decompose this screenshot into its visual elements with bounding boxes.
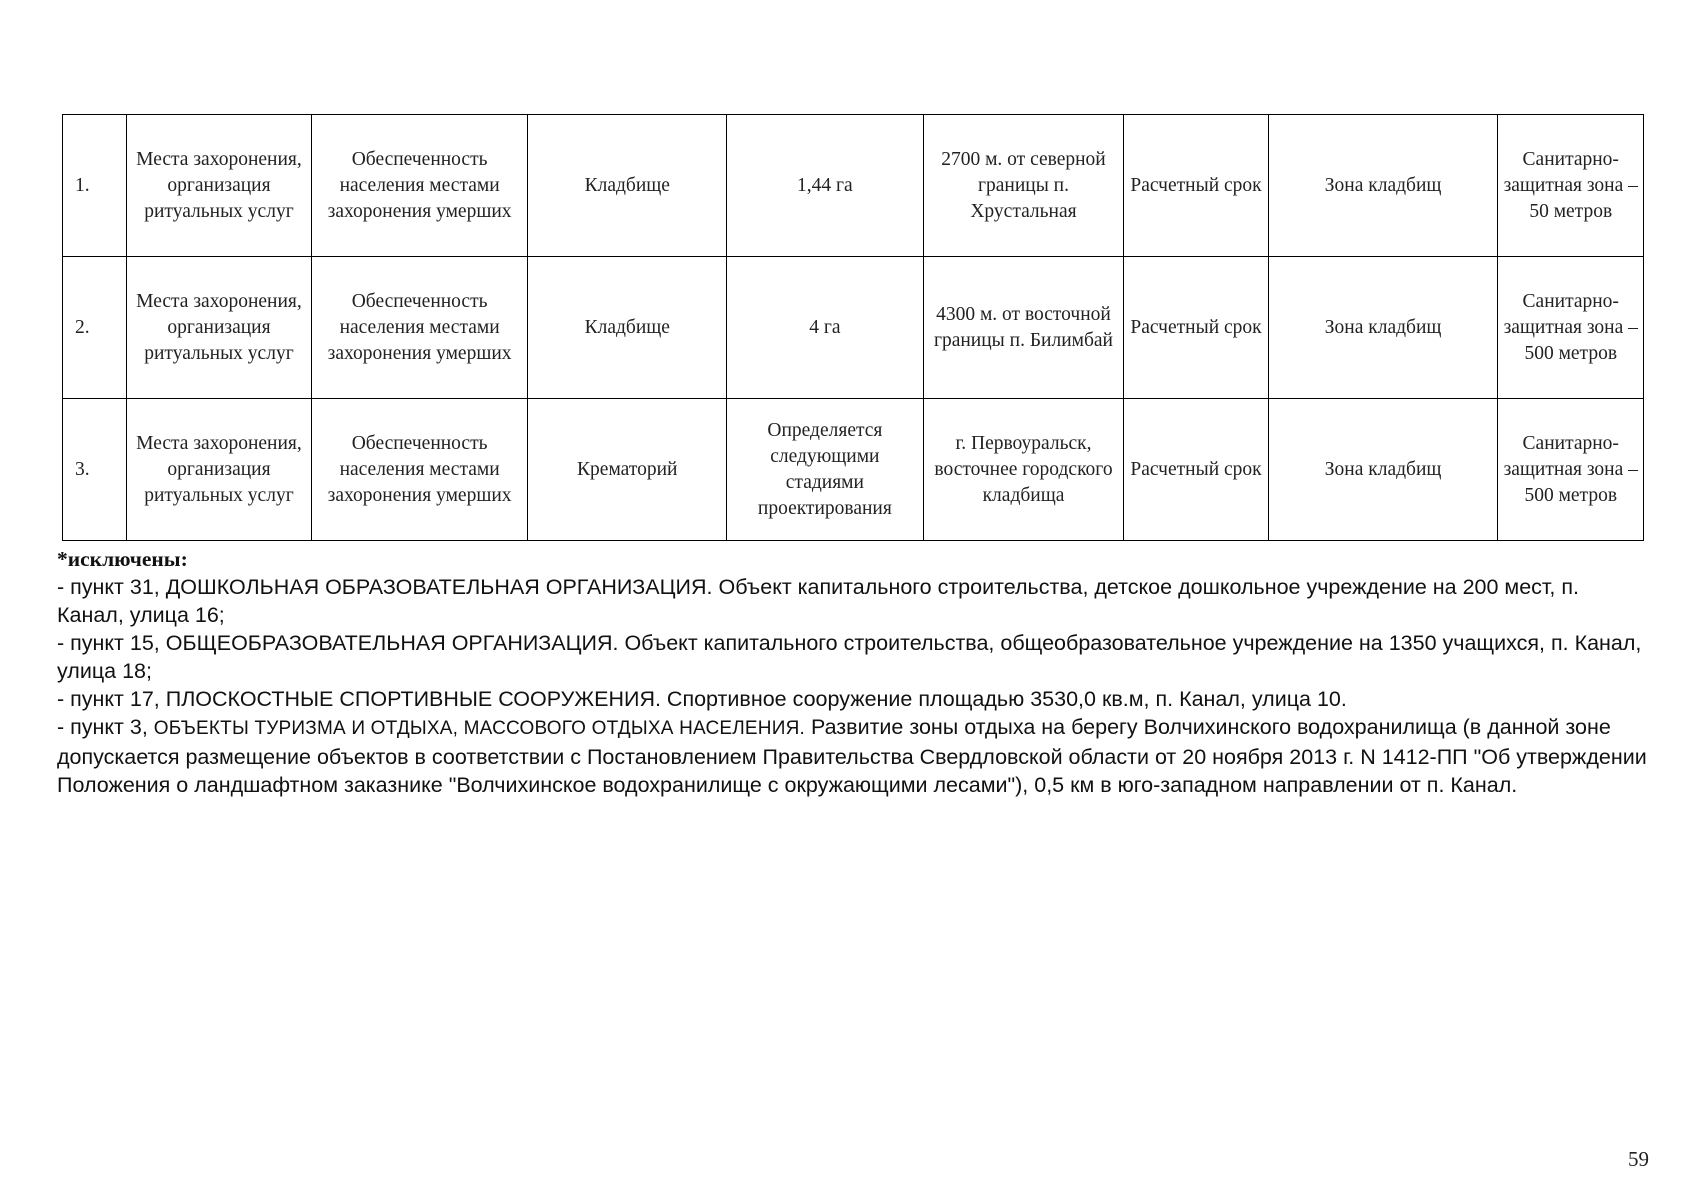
object-name-cell: Кладбище xyxy=(528,257,727,399)
term-cell: Расчетный срок xyxy=(1124,115,1268,257)
note-prefix: - пункт 17, xyxy=(57,687,166,711)
purpose-cell: Обеспеченность населения местами захоронения умерших xyxy=(311,257,528,399)
notes-heading: *исключены: xyxy=(57,547,188,571)
objects-table xyxy=(62,114,1644,541)
note-item xyxy=(57,629,1647,685)
object-type-cell: Места захоронения, организация ритуальных услуг xyxy=(127,257,312,399)
note-object-name: ДОШКОЛЬНАЯ ОБРАЗОВАТЕЛЬНАЯ ОРГАНИЗАЦИЯ. xyxy=(165,575,713,599)
restriction-cell: Санитарно-защитная зона – 500 метров xyxy=(1498,257,1644,399)
location-cell: 2700 м. от северной границы п. Хрустальная xyxy=(923,115,1124,257)
row-number: 3. xyxy=(63,399,127,541)
note-prefix: - пункт 31, xyxy=(57,575,166,599)
note-text: Объект капитального строительства, общеобразовательное учреждение на 1350 учащихся, п. Канал, улица 18; xyxy=(57,631,1642,683)
capacity-cell: 1,44 га xyxy=(727,115,924,257)
capacity-cell: Определяется следующими стадиями проектирования xyxy=(727,399,924,541)
location-cell: 4300 м. от восточной границы п. Билимбай xyxy=(923,257,1124,399)
note-text: Спортивное сооружение площадью 3530,0 кв.м, п. Канал, улица 10. xyxy=(660,687,1347,711)
note-item xyxy=(57,573,1647,629)
note-object-name: ОБЩЕОБРАЗОВАТЕЛЬНАЯ ОРГАНИЗАЦИЯ. xyxy=(165,631,619,655)
zone-cell: Зона кладбищ xyxy=(1268,115,1498,257)
term-cell: Расчетный срок xyxy=(1124,257,1268,399)
restriction-cell: Санитарно-защитная зона – 50 метров xyxy=(1498,115,1644,257)
capacity-cell: 4 га xyxy=(727,257,924,399)
row-number: 1. xyxy=(63,115,127,257)
note-prefix: - пункт 15, xyxy=(57,631,166,655)
note-text: Развитие зоны отдыха на берегу Волчихинского водохранилища (в данной зоне допускается размещение объектов в соответствии с Постановлением Правительства Свердловской области от 20 ноября 2013 г. N 1412-ПП "Об утверждении Положения о ландшафтном заказнике "Волчихинское водохранилище с окружающими лесами"), 0,5 км в юго-западном направлении от п. Канал. xyxy=(57,715,1647,797)
object-type-cell: Места захоронения, организация ритуальных услуг xyxy=(127,399,312,541)
note-item xyxy=(57,685,1647,713)
object-type-cell: Места захоронения, организация ритуальных услуг xyxy=(127,115,312,257)
table-row xyxy=(63,257,1644,399)
excluded-notes xyxy=(57,545,1647,799)
object-name-cell: Крематорий xyxy=(528,399,727,541)
table-row xyxy=(63,399,1644,541)
note-item xyxy=(57,713,1647,799)
purpose-cell: Обеспеченность населения местами захоронения умерших xyxy=(311,399,528,541)
location-cell: г. Первоуральск, восточнее городского кладбища xyxy=(923,399,1124,541)
purpose-cell: Обеспеченность населения местами захоронения умерших xyxy=(311,115,528,257)
note-object-name: ПЛОСКОСТНЫЕ СПОРТИВНЫЕ СООРУЖЕНИЯ. xyxy=(165,687,661,711)
zone-cell: Зона кладбищ xyxy=(1268,399,1498,541)
table-row xyxy=(63,115,1644,257)
note-object-name: ОБЪЕКТЫ ТУРИЗМА И ОТДЫХА, МАССОВОГО ОТДЫХА НАСЕЛЕНИЯ. xyxy=(153,718,805,739)
restriction-cell: Санитарно-защитная зона – 500 метров xyxy=(1498,399,1644,541)
object-name-cell: Кладбище xyxy=(528,115,727,257)
page-number: 59 xyxy=(1628,1147,1649,1171)
zone-cell: Зона кладбищ xyxy=(1268,257,1498,399)
note-prefix: - пункт 3, xyxy=(57,715,154,739)
note-text: Объект капитального строительства, детское дошкольное учреждение на 200 мест, п. Канал, улица 16; xyxy=(57,575,1579,627)
term-cell: Расчетный срок xyxy=(1124,399,1268,541)
row-number: 2. xyxy=(63,257,127,399)
